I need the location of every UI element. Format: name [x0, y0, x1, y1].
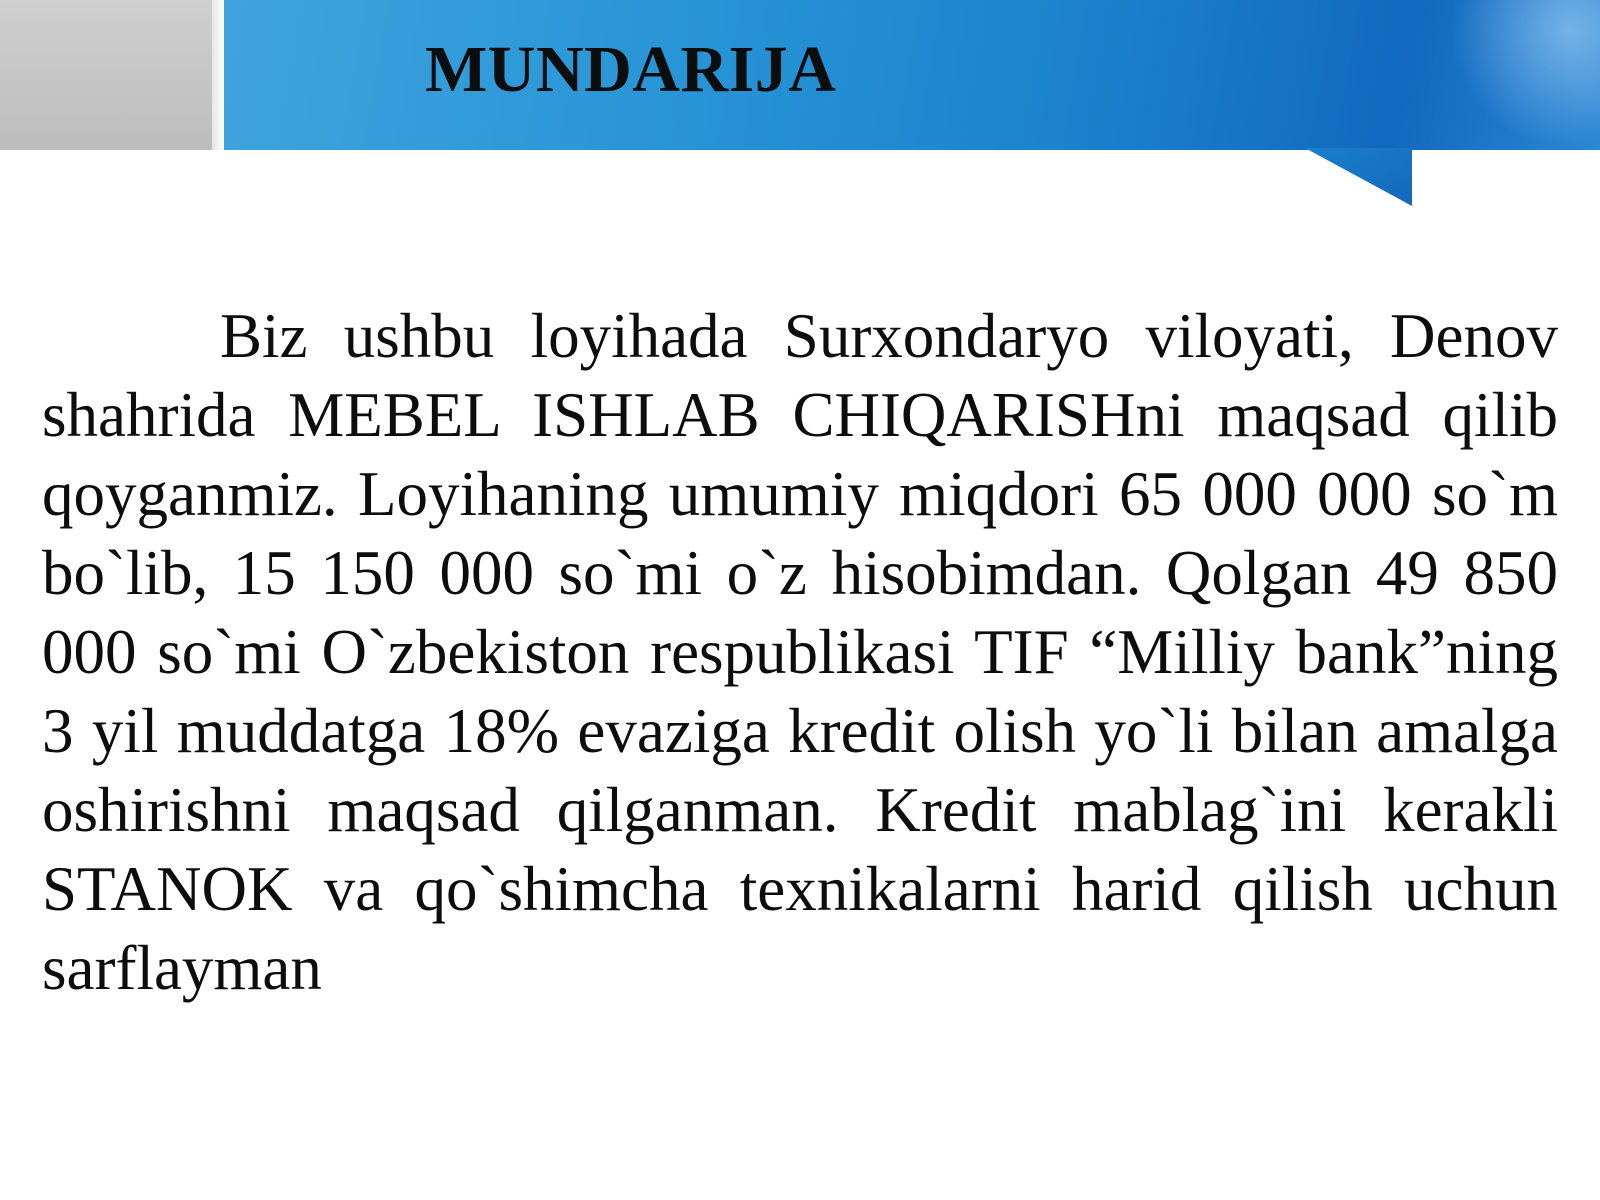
- header-divider: [212, 0, 224, 150]
- header-gray-block: [0, 0, 212, 150]
- body-paragraph: Biz ushbu loyihada Surxondaryo viloyati, Denov shahrida MEBEL ISHLAB CHIQARISHni maqsad qilib qoyganmiz. Loyihaning umumiy miqdori 65 000 000 so`m bo`lib, 15 150 000 so`mi o`z hisobimdan. Qolgan 49 850 000 so`mi O`zbekiston respublikasi TIF “Milliy bank”ning 3 yil muddatga 18% evaziga kredit olish yo`li bilan amalga oshirishni maqsad qilganman. Kredit mablag`ini kerakli STANOK va qo`shimcha texnikalarni harid qilish uchun sarflayman: [42, 301, 1558, 1003]
- slide-title: MUNDARIJA: [425, 33, 837, 106]
- callout-tail-shape: [1305, 148, 1412, 206]
- banner-highlight: [1450, 0, 1600, 150]
